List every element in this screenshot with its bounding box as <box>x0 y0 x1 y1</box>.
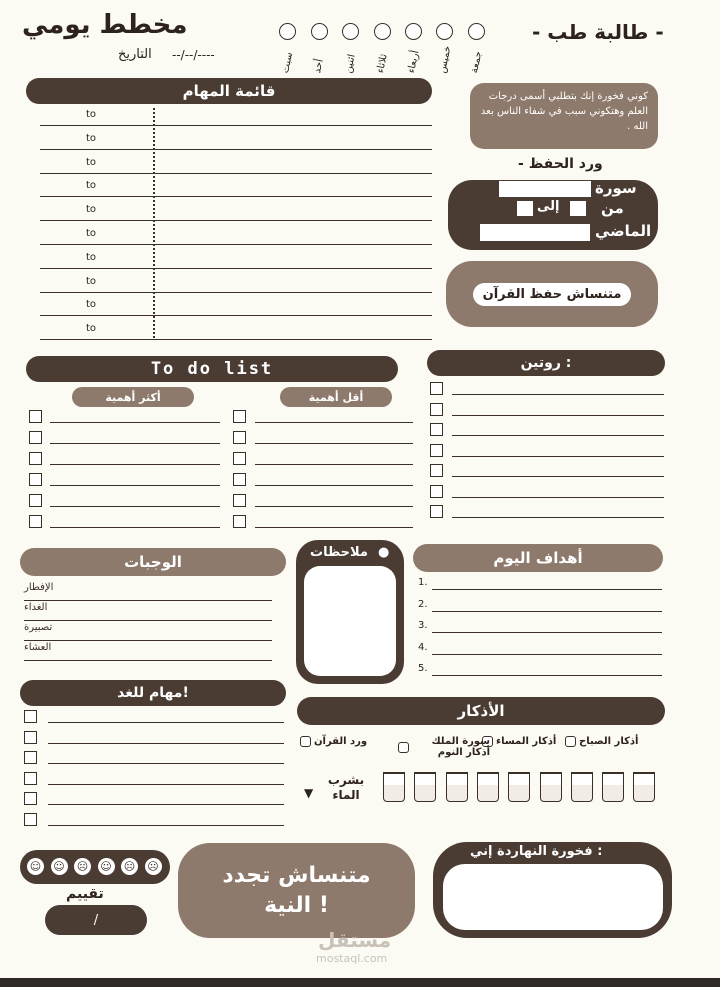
routine-line[interactable] <box>452 476 664 477</box>
goal-line[interactable] <box>432 611 662 612</box>
to-input[interactable] <box>570 201 586 216</box>
todo-checkbox[interactable] <box>29 452 42 465</box>
todo-checkbox[interactable] <box>233 410 246 423</box>
todo-checkbox[interactable] <box>233 515 246 528</box>
day-label: أربعاء <box>406 49 422 75</box>
day-label: اثنين <box>343 53 358 75</box>
day-label: ثلاثاء <box>375 53 390 75</box>
brand-label: - طالبة طب - <box>532 20 664 44</box>
task-to-label: to <box>86 251 97 263</box>
water-cup[interactable] <box>540 772 562 802</box>
from-input[interactable] <box>517 201 533 216</box>
routine-line[interactable] <box>452 497 664 498</box>
todo-title: To do list <box>150 359 274 379</box>
task-line[interactable] <box>40 220 432 221</box>
todo-line[interactable] <box>255 527 413 528</box>
todo-checkbox[interactable] <box>29 410 42 423</box>
tomorrow-line[interactable] <box>48 722 284 723</box>
rating-label: تقييم <box>66 886 104 902</box>
tomorrow-line[interactable] <box>48 763 284 764</box>
routine-line[interactable] <box>452 394 664 395</box>
proud-title: فخورة النهاردة إني : <box>470 844 603 859</box>
tomorrow-checkbox[interactable] <box>24 772 37 785</box>
tomorrow-title: مهام للغد! <box>117 685 189 701</box>
day-circle[interactable] <box>311 23 328 40</box>
todo-line[interactable] <box>255 422 413 423</box>
water-cup[interactable] <box>571 772 593 802</box>
emoji-face-icon[interactable]: ☺ <box>27 858 44 875</box>
emoji-face-icon[interactable]: ☺ <box>51 858 68 875</box>
todo-checkbox[interactable] <box>29 431 42 444</box>
tasks-divider <box>153 108 155 338</box>
task-line[interactable] <box>40 315 432 316</box>
routine-line[interactable] <box>452 435 664 436</box>
task-to-label: to <box>86 299 97 311</box>
todo-line[interactable] <box>255 464 413 465</box>
quran-reminder <box>446 261 658 327</box>
proud-area[interactable] <box>443 864 663 930</box>
todo-col-right-label: أقل أهمية <box>308 390 364 404</box>
todo-line[interactable] <box>50 485 220 486</box>
todo-line[interactable] <box>50 527 220 528</box>
goal-number: 3. <box>418 620 428 631</box>
adhkar-item[interactable] <box>482 736 556 747</box>
task-to-label: to <box>86 132 97 144</box>
watermark-latin: mostaql.com <box>316 952 388 965</box>
todo-line[interactable] <box>50 443 220 444</box>
water-label: بشرب الماء <box>327 773 365 802</box>
rating-value-box[interactable] <box>45 905 147 935</box>
routine-title: روتين : <box>520 355 572 371</box>
adhkar-label: سورة الملك أذكار النوم <box>431 736 490 758</box>
tomorrow-line[interactable] <box>48 804 284 805</box>
task-line[interactable] <box>40 125 432 126</box>
adhkar-checkbox[interactable] <box>565 736 576 747</box>
goal-number: 1. <box>418 577 428 588</box>
todo-checkbox[interactable] <box>29 515 42 528</box>
goal-number: 5. <box>418 663 428 674</box>
adhkar-label: ورد القرآن <box>314 736 368 747</box>
day-label: سبت <box>280 51 296 75</box>
goal-line[interactable] <box>432 675 662 676</box>
adhkar-item[interactable] <box>300 736 367 747</box>
routine-checkbox[interactable] <box>430 464 443 477</box>
tomorrow-line[interactable] <box>48 784 284 785</box>
tomorrow-line[interactable] <box>48 743 284 744</box>
watermark-arabic: مستقل <box>318 928 392 952</box>
routine-checkbox[interactable] <box>430 382 443 395</box>
day-label: خميس <box>437 44 454 75</box>
routine-header <box>427 350 665 376</box>
emoji-face-icon[interactable]: ☹ <box>74 858 91 875</box>
todo-checkbox[interactable] <box>233 494 246 507</box>
quote-box <box>470 83 658 149</box>
todo-line[interactable] <box>255 485 413 486</box>
water-cup[interactable] <box>477 772 499 802</box>
tomorrow-checkbox[interactable] <box>24 710 37 723</box>
tomorrow-checkbox[interactable] <box>24 792 37 805</box>
routine-checkbox[interactable] <box>430 423 443 436</box>
water-cup[interactable] <box>446 772 468 802</box>
notes-title: ملاحظات <box>310 545 368 560</box>
water-cup[interactable] <box>633 772 655 802</box>
page-title: مخطط يومي <box>22 10 188 40</box>
day-circle[interactable] <box>374 23 391 40</box>
todo-checkbox[interactable] <box>233 431 246 444</box>
todo-line[interactable] <box>50 464 220 465</box>
task-line[interactable] <box>40 173 432 174</box>
tomorrow-checkbox[interactable] <box>24 813 37 826</box>
meal-line[interactable] <box>24 600 272 601</box>
tomorrow-header <box>20 680 286 706</box>
meal-label: العشاء <box>24 642 52 653</box>
meal-label: الغداء <box>24 602 48 613</box>
todo-checkbox[interactable] <box>233 473 246 486</box>
day-circle[interactable] <box>405 23 422 40</box>
adhkar-checkbox[interactable] <box>398 742 409 753</box>
quote-text: كوني فخورة إنك بتطلبي أسمى درجات العلم وهتكوني سبب في شفاء الناس بعد الله . <box>480 91 648 132</box>
task-line[interactable] <box>40 292 432 293</box>
goal-line[interactable] <box>432 632 662 633</box>
emoji-face-icon[interactable]: ☺ <box>98 858 115 875</box>
tomorrow-checkbox[interactable] <box>24 751 37 764</box>
day-circle[interactable] <box>468 23 485 40</box>
todo-col-right-header <box>280 387 392 407</box>
water-cup[interactable] <box>602 772 624 802</box>
routine-checkbox[interactable] <box>430 505 443 518</box>
bottom-bar <box>0 978 720 987</box>
meals-title: الوجبات <box>124 553 182 571</box>
meal-label: تصبيرة <box>24 622 53 633</box>
surah-label: سورة <box>595 179 637 197</box>
adhkar-label: أذكار المساء <box>496 736 557 747</box>
task-line[interactable] <box>40 339 432 340</box>
intention-box <box>178 843 415 938</box>
goal-number: 4. <box>418 641 428 653</box>
task-line[interactable] <box>40 149 432 150</box>
to-label: إلى <box>537 199 560 214</box>
task-to-label: to <box>86 180 97 192</box>
task-to-label: to <box>86 275 97 287</box>
task-to-label: to <box>86 156 97 168</box>
water-drop-icon: ▼ <box>304 786 314 800</box>
tomorrow-line[interactable] <box>48 825 284 826</box>
adhkar-item[interactable] <box>565 736 638 747</box>
water-cup[interactable] <box>508 772 530 802</box>
adhkar-label: أذكار الصباح <box>579 736 639 747</box>
quran-reminder-text: متنساش حفظ القرآن <box>473 283 632 306</box>
goals-header <box>413 544 663 572</box>
emoji-face-icon[interactable]: ☹ <box>121 858 138 875</box>
day-label: أحد <box>312 58 326 75</box>
todo-line[interactable] <box>50 422 220 423</box>
quran-label: - ورد الحفظ <box>518 156 603 172</box>
meals-header <box>20 548 286 576</box>
tasks-title: قائمة المهام <box>182 82 276 100</box>
goal-number: 2. <box>418 598 428 610</box>
intention-text: متنساش تجدد النية ! <box>222 862 371 918</box>
meal-line[interactable] <box>24 660 272 661</box>
todo-checkbox[interactable] <box>29 494 42 507</box>
meal-line[interactable] <box>24 640 272 641</box>
goal-line[interactable] <box>432 654 662 655</box>
water-cup[interactable] <box>383 772 405 802</box>
todo-line[interactable] <box>255 506 413 507</box>
from-label: من <box>601 199 624 217</box>
todo-line[interactable] <box>255 443 413 444</box>
task-to-label: to <box>86 109 97 120</box>
todo-col-left-label: أكثر أهمية <box>105 390 161 404</box>
todo-line[interactable] <box>50 506 220 507</box>
water-cup[interactable] <box>414 772 436 802</box>
past-label: الماضي <box>595 222 652 240</box>
adhkar-checkbox[interactable] <box>300 736 311 747</box>
task-to-label: to <box>86 323 97 335</box>
rating-value: / <box>93 912 99 928</box>
routine-checkbox[interactable] <box>430 403 443 416</box>
task-to-label: to <box>86 204 97 216</box>
date-placeholder[interactable]: --/--/---- <box>172 48 215 62</box>
goal-line[interactable] <box>432 589 662 590</box>
notes-area[interactable] <box>304 566 396 676</box>
routine-line[interactable] <box>452 456 664 457</box>
routine-line[interactable] <box>452 517 664 518</box>
adhkar-header <box>297 697 665 725</box>
emoji-face-icon[interactable]: ☹ <box>145 858 162 875</box>
todo-checkbox[interactable] <box>29 473 42 486</box>
adhkar-title: الأذكار <box>457 702 505 720</box>
date-label: التاريخ <box>118 47 152 62</box>
routine-line[interactable] <box>452 415 664 416</box>
tomorrow-checkbox[interactable] <box>24 731 37 744</box>
day-circle[interactable] <box>279 23 296 40</box>
meal-label: الإفطار <box>24 582 54 593</box>
task-line[interactable] <box>40 268 432 269</box>
routine-checkbox[interactable] <box>430 444 443 457</box>
task-line[interactable] <box>40 244 432 245</box>
todo-checkbox[interactable] <box>233 452 246 465</box>
past-input[interactable] <box>480 224 590 241</box>
adhkar-item[interactable] <box>398 736 490 758</box>
day-circle[interactable] <box>342 23 359 40</box>
meal-line[interactable] <box>24 620 272 621</box>
surah-input[interactable] <box>499 181 591 197</box>
todo-col-left-header <box>72 387 194 407</box>
day-circle[interactable] <box>436 23 453 40</box>
day-label: جمعة <box>469 50 485 75</box>
lightbulb-icon: ● <box>378 545 390 560</box>
routine-checkbox[interactable] <box>430 485 443 498</box>
goals-title: أهداف اليوم <box>493 549 583 567</box>
tasks-header <box>26 78 432 104</box>
todo-header <box>26 356 398 382</box>
task-to-label: to <box>86 228 97 239</box>
task-line[interactable] <box>40 196 432 197</box>
